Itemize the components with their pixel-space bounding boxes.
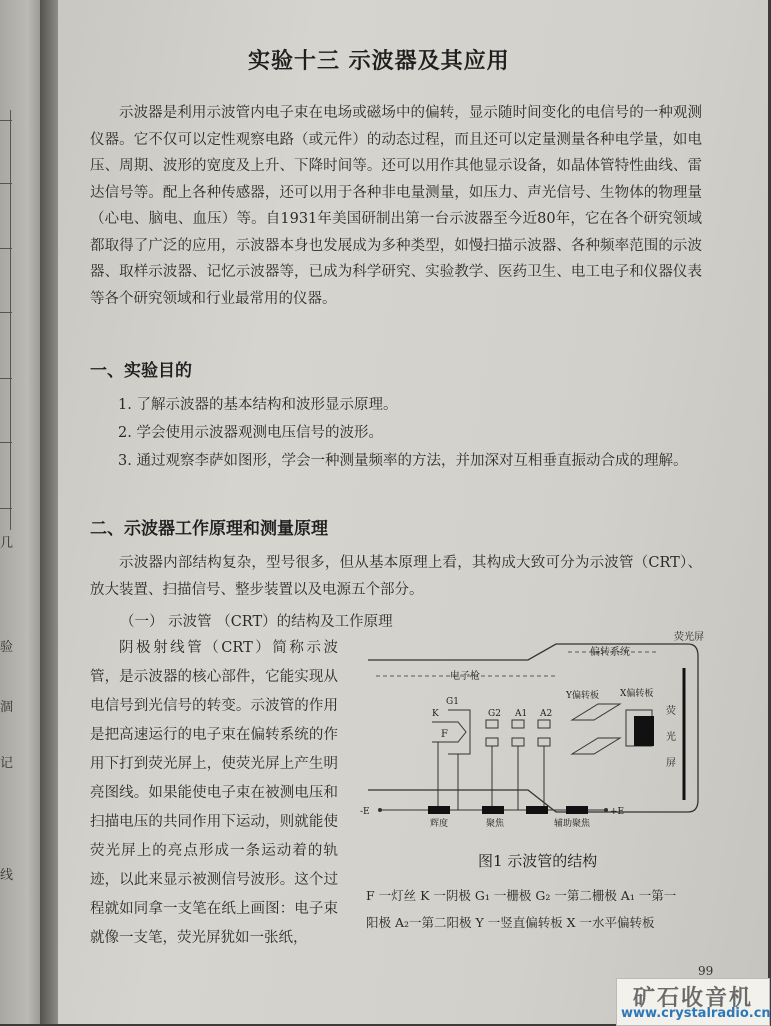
label-k: K [432,709,439,719]
resistor [482,806,504,814]
objective-item: 3. 通过观察李萨如图形，学会一种测量频率的方法，并加深对互相垂直振动合成的理解。 [118,453,688,469]
page-title: 实验十三 示波器及其应用 [248,48,510,74]
page-number: 99 [698,964,714,978]
section-heading-principles: 二、示波器工作原理和测量原理 [90,519,328,539]
label-g2: G2 [488,709,501,719]
label-deflection-system: 偏转系统 [590,647,630,658]
label-g1: G1 [446,697,459,707]
label-filament: F [441,729,448,740]
grid-g1 [448,710,470,754]
subsection-heading-crt: （一） 示波管 （CRT）的结构及工作原理 [120,614,393,630]
legend-line: F 一灯丝 K 一阴极 G₁ 一栅极 G₂ 一第二栅极 A₁ 一第一 [366,888,677,903]
label-x-plate: X偏转板 [620,689,654,699]
watermark-name: 矿石收音机 [633,986,754,1011]
intro-paragraph: 示波器是利用示波管内电子束在电场或磁场中的偏转，显示随时间变化的电信号的一种观测仪器。它不仅可以定性观察电路（或元件）的动态过程，而且还可以定量测量各种电学量，如电压、周期、波形的宽度及上升、下降时间等。还可以用作其他显示设备，如晶体管特性曲线、雷达信号等。配上各种传感器，还可以用于各种非电量测量，如压力、声光信号、生物体的物理量（心电、脑电、血压）等。自1931年美国研制出第一台示波器至今近80年，它在各个研究领域都取得了广泛的应用，示波器本身也发展成为多种类型，如慢扫描示波器、各种频率范围的示波器、取样示波器、记忆示波器等，已成为科学研究、实验教学、医药卫生、电工电子和仪器仪表等各个研究领域和行业最常用的仪器。 [90,105,702,307]
label-y-plate: Y偏转板 [566,691,599,701]
anode-a2-lower [538,738,550,746]
label-electron-gun: 电子枪 [450,671,480,682]
site-watermark [616,978,770,1026]
facing-page-fragment: 涸 [0,700,14,715]
resistor [526,806,548,814]
label-neg-e: -E [360,807,370,817]
facing-page-fragment: 记 [0,756,14,771]
x-deflection-plate [634,716,654,746]
label-screen-top: 荧光屏 [674,632,704,643]
facing-page-fragment: 验 [0,640,14,655]
anode-a1 [512,720,524,728]
label-aux-focus: 辅助聚焦 [554,819,591,829]
terminal [604,808,608,812]
anode-a1-lower [512,738,524,746]
y-deflection-plate-lower [572,738,620,754]
book-page [58,0,768,1024]
grid-g2 [486,720,498,728]
label-brightness: 辉度 [430,819,449,829]
objective-item: 1. 了解示波器的基本结构和波形显示原理。 [118,397,398,413]
label-a2: A2 [540,709,553,719]
crt-description: 阴极射线管（CRT）简称示波管，是示波器的核心部件，它能实现从电信号到光信号的转变。示波管的作用是把高速运行的电子束在偏转系统的作用下打到荧光屏上，使荧光屏上产生明亮图线。如果能使电子束在被测电压和扫描电压的共同作用下运动，则就能使荧光屏上的亮点形成一条运动着的轨迹，以此来显示被测信号波形。这个过程就如同拿一支笔在纸上画图：电子束就像一支笔，荧光屏犹如一张纸， [90,640,338,946]
facing-page-vline [10,110,11,530]
principles-paragraph: 示波器内部结构复杂，型号很多，但从基本原理上看，其构成大致可分为示波管（CRT）、放大装置、扫描信号、整步装置以及电源五个部分。 [90,555,702,598]
anode-a2 [538,720,550,728]
y-deflection-plate-upper [572,704,620,720]
figure-legend [366,882,746,936]
figure-caption: 图1 示波管的结构 [478,852,598,870]
resistor [566,806,588,814]
label-a1: A1 [515,709,528,719]
watermark-url: www.crystalradio.cn [621,1006,771,1021]
legend-line: 阳极 A₂一第二阳极 Y 一竖直偏转板 X 一水平偏转板 [366,915,655,930]
label-focus: 聚焦 [486,819,505,829]
screen-label-glyph: 屏 [666,758,676,769]
resistor [428,806,450,814]
screen-label-glyph: 荧 [666,706,676,717]
terminal [378,808,382,812]
cathode-shape [432,722,466,742]
crt-structure-diagram [358,630,704,830]
facing-page-fragment: 线 [0,868,14,883]
label-screen-vertical [666,704,676,769]
objective-item: 2. 学会使用示波器观测电压信号的波形。 [118,425,383,441]
label-pos-e: +E [610,807,625,817]
screen-label-glyph: 光 [666,732,676,743]
facing-page-fragment: 几 [0,536,14,551]
grid-g2-lower [486,738,498,746]
section-heading-objectives: 一、实验目的 [90,361,192,381]
